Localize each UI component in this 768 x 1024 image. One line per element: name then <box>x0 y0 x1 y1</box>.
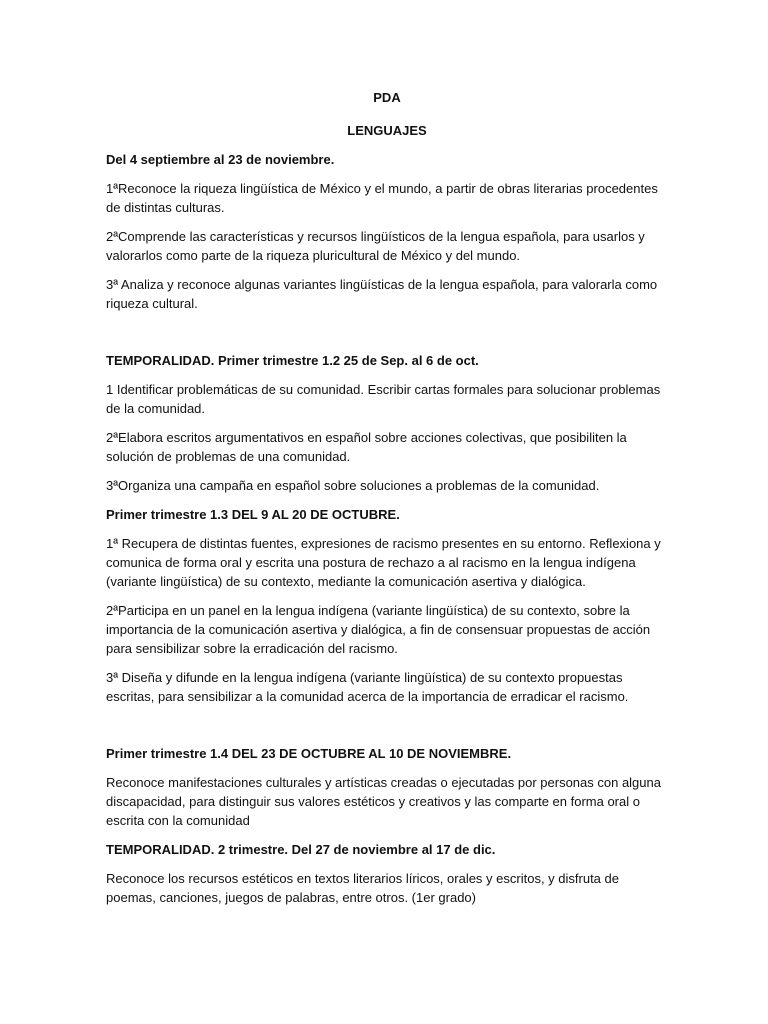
spacer <box>106 323 668 351</box>
paragraph: 2ªParticipa en un panel en la lengua indígena (variante lingüística) de su contexto, sobre la importancia de la comunicación asertiva y dialógica, a fin de consensuar propuestas de acción para sensibilizar sobre la erradicación del racismo. <box>106 603 651 656</box>
paragraph: Reconoce los recursos estéticos en textos literarios líricos, orales y escritos, y disfruta de poemas, canciones, juegos de palabras, entre otros. (1er grado) <box>106 871 619 905</box>
paragraph: 3ª Diseña y difunde en la lengua indígena (variante lingüística) de su contexto propuestas escritas, para sensibilizar a la comunidad acerca de la importancia de erradicar el racismo. <box>106 670 629 704</box>
paragraph: 1 Identificar problemáticas de su comunidad. Escribir cartas formales para solucionar problemas de la comunidad. <box>106 382 661 416</box>
paragraph: 2ªElabora escritos argumentativos en español sobre acciones colectivas, que posibiliten la solución de problemas de una comunidad. <box>106 430 627 464</box>
section1-heading: Del 4 septiembre al 23 de noviembre. <box>106 152 335 167</box>
paragraph: 1ªReconoce la riqueza lingüística de México y el mundo, a partir de obras literarias procedentes de distintas culturas. <box>106 181 658 215</box>
document-title: PDA <box>373 90 401 105</box>
section2-heading: TEMPORALIDAD. Primer trimestre 1.2 25 de Sep. al 6 de oct. <box>106 353 479 368</box>
spacer <box>106 716 668 744</box>
paragraph: 3ª Analiza y reconoce algunas variantes lingüísticas de la lengua española, para valorarla como riqueza cultural. <box>106 277 658 311</box>
paragraph: Reconoce manifestaciones culturales y artísticas creadas o ejecutadas por personas con alguna discapacidad, para distinguir sus valores estéticos y creativos y las comparte en forma oral o escrita con la comunidad <box>106 775 661 828</box>
paragraph: 1ª Recupera de distintas fuentes, expresiones de racismo presentes en su entorno. Reflexiona y comunica de forma oral y escrita una postura de rechazo a al racismo en la lengua indígena (variante lingüística) de su contexto, mediante la comunicación asertiva y dialógica. <box>106 536 661 589</box>
paragraph: 3ªOrganiza una campaña en español sobre soluciones a problemas de la comunidad. <box>106 478 600 493</box>
document-subtitle: LENGUAJES <box>347 123 427 138</box>
section5-heading: TEMPORALIDAD. 2 trimestre. Del 27 de noviembre al 17 de dic. <box>106 842 496 857</box>
section4-heading: Primer trimestre 1.4 DEL 23 DE OCTUBRE AL 10 DE NOVIEMBRE. <box>106 746 512 761</box>
paragraph: 2ªComprende las características y recursos lingüísticos de la lengua española, para usarlos y valorarlos como parte de la riqueza pluricultural de México y del mundo. <box>106 229 645 263</box>
section3-heading: Primer trimestre 1.3 DEL 9 AL 20 DE OCTUBRE. <box>106 507 400 522</box>
